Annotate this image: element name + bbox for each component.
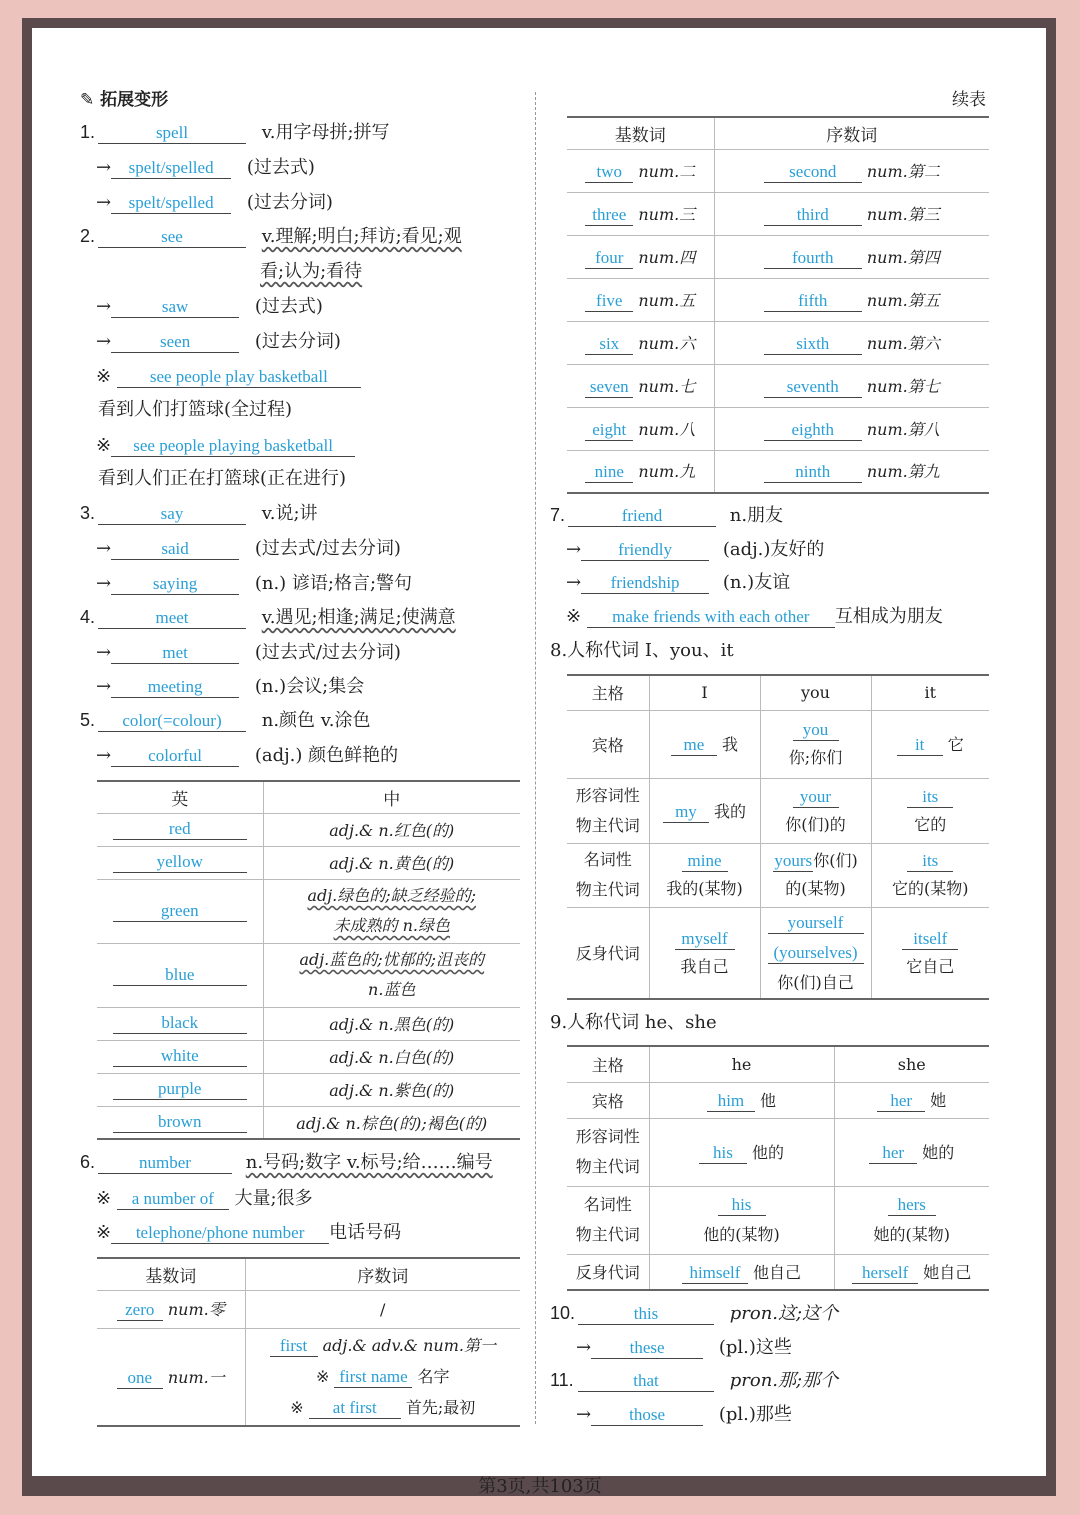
cell: num.第五	[866, 290, 940, 310]
definition: v.遇见;相逢;满足;使满意	[261, 607, 456, 628]
cell: adj.& n.紫色(的)	[263, 1073, 520, 1106]
cell: 它的	[914, 814, 947, 834]
cell: 她的	[922, 1143, 955, 1162]
cell: adj.& n.棕色(的);褐色(的)	[263, 1106, 520, 1139]
answer-blank: sixth	[764, 334, 862, 355]
table-row	[567, 407, 989, 450]
derived-row: → spelt/spelled (过去分词)	[96, 192, 333, 213]
item-number: 7.	[550, 505, 566, 525]
cell: /	[245, 1290, 520, 1328]
definition: n.颜色 v.涂色	[261, 710, 371, 731]
note: (n.)会议;集会	[254, 676, 365, 697]
definition: pron.那;那个	[729, 1370, 839, 1391]
table-row	[567, 321, 989, 364]
answer-blank: see people playing basketball	[111, 436, 355, 457]
row-header: 物主代词	[575, 880, 640, 899]
cell: num.第九	[866, 462, 940, 482]
item-meet	[98, 605, 456, 631]
continued-label: 续表	[952, 90, 986, 110]
answer-blank: five	[585, 291, 633, 312]
row-header: 反身代词	[567, 1254, 649, 1290]
answer-blank: her	[869, 1143, 917, 1164]
answer-blank: colorful	[111, 746, 239, 767]
answer-blank: third	[764, 205, 862, 226]
table-row	[97, 846, 520, 879]
note: (过去式)	[246, 157, 315, 178]
phrase-row: ※ see people playing basketball	[96, 433, 355, 459]
item-spell	[98, 120, 390, 146]
col-header: it	[871, 675, 989, 710]
table-row	[97, 1073, 520, 1106]
answer-blank: this	[578, 1304, 714, 1325]
derived-row: → meeting (n.)会议;集会	[96, 676, 365, 697]
note: (过去式)	[254, 296, 323, 317]
phrase-meaning: 电话号码	[329, 1222, 402, 1243]
phrase-meaning: 看到人们打篮球(全过程)	[98, 399, 293, 420]
col-header: he	[649, 1046, 834, 1082]
cell: 她	[930, 1091, 947, 1110]
phrase-row: ※ telephone/phone number 电话号码	[96, 1222, 402, 1243]
answer-blank: zero	[117, 1300, 163, 1321]
answer-blank: that	[578, 1371, 714, 1392]
answer-blank: his	[718, 1195, 766, 1216]
item-number: 10.	[550, 1303, 576, 1323]
note: (adj.)友好的	[722, 539, 825, 560]
cell: 首先;最初	[405, 1398, 476, 1418]
answer-blank: me	[671, 735, 717, 756]
answer-blank: my	[663, 802, 709, 823]
cell: 她的(某物)	[873, 1225, 950, 1244]
phrase-meaning: 大量;很多	[234, 1188, 313, 1209]
answer-blank: red	[113, 819, 247, 840]
derived-row: → said (过去式/过去分词)	[96, 538, 401, 559]
answer-blank: these	[591, 1338, 703, 1359]
col-header: 序数词	[714, 117, 989, 149]
row-header: 主格	[591, 1055, 624, 1075]
derived-row: → saw (过去式)	[96, 296, 323, 317]
col-header: 英	[171, 789, 189, 810]
answer-blank: seventh	[764, 377, 862, 398]
answer-blank: seven	[585, 377, 633, 398]
row-header: 名词性	[583, 850, 632, 869]
table-row	[97, 1007, 520, 1040]
row-header: 形容词性	[575, 1127, 640, 1146]
cell: num.六	[638, 333, 696, 353]
item-number: 11.	[550, 1370, 574, 1390]
table-row	[567, 1082, 989, 1118]
item-number-word	[98, 1150, 493, 1176]
definition: v.用字母拼;拼写	[261, 122, 390, 143]
cell: num.四	[638, 247, 696, 267]
note: (adj.) 颜色鲜艳的	[254, 745, 399, 766]
table-row	[97, 1106, 520, 1139]
table-row	[567, 778, 989, 843]
col-header: 中	[263, 781, 520, 813]
cell: 你(们)自己	[777, 972, 854, 992]
note: (过去式/过去分词)	[254, 642, 401, 663]
answer-blank: friend	[568, 506, 716, 527]
answer-blank: his	[699, 1143, 747, 1164]
definition-cont: 看;认为;看待	[260, 261, 363, 282]
cell: adj.& adv.& num.第一	[322, 1336, 496, 1356]
table-row	[97, 943, 520, 1007]
item-that	[578, 1368, 838, 1394]
item-number: 3.	[80, 503, 96, 523]
table-row	[567, 907, 989, 999]
answer-blank: number	[98, 1153, 232, 1174]
answer-blank: those	[591, 1405, 703, 1426]
phrase-row: ※ make friends with each other 互相成为朋友	[566, 606, 943, 627]
answer-blank: nine	[585, 462, 633, 483]
cell: adj.& n.黄色(的)	[263, 846, 520, 879]
definition: v.说;讲	[261, 503, 318, 524]
cell: adj.& n.红色(的)	[263, 813, 520, 846]
answer-blank: herself	[852, 1263, 918, 1284]
item-number: 1.	[80, 122, 96, 142]
answer-blank: saying	[111, 574, 239, 595]
answer-blank: her	[877, 1091, 925, 1112]
cell: num.三	[638, 204, 696, 224]
color-table	[97, 780, 520, 1140]
answer-blank: (yourselves)	[768, 943, 864, 964]
answer-blank: friendship	[581, 573, 709, 594]
table-row	[567, 192, 989, 235]
col-header: she	[834, 1046, 989, 1082]
item-number: 6.	[80, 1152, 96, 1172]
table-row	[567, 710, 989, 778]
answer-blank: ninth	[764, 462, 862, 483]
answer-blank: blue	[113, 965, 247, 986]
answer-blank: myself	[675, 929, 735, 950]
col-header: you	[760, 675, 871, 710]
pronoun-table-title: 9.人称代词 he、she	[550, 1012, 717, 1033]
note: (n.) 谚语;格言;警句	[254, 573, 413, 594]
cell: 他	[760, 1091, 777, 1110]
col-header: 基数词	[614, 125, 666, 146]
item-see	[98, 224, 462, 250]
derived-row: → met (过去式/过去分词)	[96, 642, 401, 663]
answer-blank: yellow	[113, 852, 247, 873]
answer-blank: brown	[113, 1112, 247, 1133]
answer-blank: four	[585, 248, 633, 269]
answer-blank: see	[98, 227, 246, 248]
answer-blank: color(=colour)	[98, 711, 246, 732]
cell: 它	[947, 735, 964, 754]
table-row	[567, 1118, 989, 1186]
cell: 我的(某物)	[666, 879, 743, 898]
cell: num.一	[167, 1367, 225, 1387]
table-row	[567, 1186, 989, 1254]
cell: num.零	[167, 1300, 225, 1319]
row-header: 物主代词	[575, 1157, 640, 1176]
pencil-icon: ✎	[80, 90, 95, 110]
cell: num.第二	[866, 161, 940, 181]
answer-blank: black	[113, 1013, 247, 1034]
cell: num.二	[638, 161, 696, 181]
table-row	[567, 278, 989, 321]
derived-row: → colorful (adj.) 颜色鲜艳的	[96, 745, 399, 766]
note: (n.)友谊	[722, 572, 791, 593]
note: (过去分词)	[254, 331, 341, 352]
cell: num.九	[638, 462, 696, 482]
cell: n.蓝色	[368, 980, 416, 999]
answer-blank: first name	[334, 1367, 412, 1388]
cell: 她自己	[923, 1262, 972, 1282]
cell: 未成熟的 n.绿色	[333, 916, 450, 935]
pronoun-table-i-you-it	[567, 674, 989, 1000]
derived-row: → friendly (adj.)友好的	[566, 539, 825, 560]
row-header: 形容词性	[575, 785, 640, 805]
item-number: 5.	[80, 710, 96, 730]
phrase-row: ※ see people play basketball	[96, 364, 361, 390]
col-header: 序数词	[245, 1258, 520, 1290]
table-row: one num.一 first adj.& adv.& num.第一 ※ first name 名字 ※ at first 首先;最初	[97, 1328, 520, 1426]
answer-blank: your	[793, 787, 839, 808]
answer-blank: see people play basketball	[117, 367, 361, 388]
answer-blank: saw	[111, 297, 239, 318]
answer-blank: purple	[113, 1079, 247, 1100]
table-row	[567, 843, 989, 907]
answer-blank: seen	[111, 332, 239, 353]
phrase-meaning: 互相成为朋友	[834, 606, 943, 627]
answer-blank: say	[98, 504, 246, 525]
cell: num.五	[638, 290, 696, 310]
derived-row: → these (pl.)这些	[576, 1337, 792, 1358]
answer-blank: spell	[98, 123, 246, 144]
phrase-meaning: 看到人们正在打篮球(正在进行)	[98, 468, 347, 489]
cell: 我自己	[680, 956, 729, 976]
row-header: 物主代词	[575, 1225, 640, 1244]
table-row	[97, 1040, 520, 1073]
table-row	[567, 1254, 989, 1290]
answer-blank: a number of	[117, 1189, 229, 1210]
cell: adj.& n.黑色(的)	[263, 1007, 520, 1040]
note: (pl.)这些	[718, 1337, 792, 1358]
row-header: 主格	[591, 684, 624, 704]
answer-blank: first	[270, 1336, 318, 1357]
answer-blank: three	[585, 205, 633, 226]
cell: num.八	[638, 419, 696, 439]
answer-blank: himself	[682, 1263, 748, 1284]
cell: 他的	[752, 1143, 785, 1162]
answer-blank: fifth	[764, 291, 862, 312]
cell: adj.绿色的;缺乏经验的;	[307, 886, 477, 905]
cell: 你(们)的	[785, 814, 846, 834]
definition: n.号码;数字 v.标号;给……编号	[245, 1152, 493, 1173]
derived-row: → saying (n.) 谚语;格言;警句	[96, 573, 413, 594]
derived-row: → spelt/spelled (过去式)	[96, 157, 315, 178]
cell: adj.& n.白色(的)	[263, 1040, 520, 1073]
phrase-row: ※ a number of 大量;很多	[96, 1188, 313, 1209]
item-friend	[568, 503, 783, 529]
item-say	[98, 501, 318, 527]
answer-blank: at first	[309, 1398, 401, 1419]
cell: 名字	[417, 1367, 450, 1387]
answer-blank: two	[585, 162, 633, 183]
cell: num.第七	[866, 376, 940, 396]
cell: adj.蓝色的;忧郁的;沮丧的	[299, 950, 485, 969]
note: (过去式/过去分词)	[254, 538, 401, 559]
answer-blank: hers	[888, 1195, 936, 1216]
answer-blank: yours	[774, 851, 813, 870]
answer-blank: itself	[902, 929, 958, 950]
pronoun-table-title: 8.人称代词 I、you、it	[550, 640, 734, 661]
answer-blank: meet	[98, 608, 246, 629]
table-row	[97, 1290, 520, 1328]
answer-blank: you	[793, 720, 839, 741]
cell: 他自己	[753, 1262, 802, 1282]
cell: 他的(某物)	[703, 1225, 780, 1244]
section-header	[80, 87, 168, 113]
page-number: 第3页,共103页	[478, 1476, 602, 1497]
answer-blank: fourth	[764, 248, 862, 269]
answer-blank: meeting	[111, 677, 239, 698]
answer-blank: one	[117, 1368, 163, 1389]
item-color	[98, 708, 371, 734]
definition: n.朋友	[729, 505, 784, 526]
cell: 你;你们	[788, 748, 843, 767]
answer-blank: friendly	[581, 540, 709, 561]
note: (pl.)那些	[718, 1404, 792, 1425]
cell: num.第四	[866, 247, 940, 267]
cell: 我	[722, 735, 739, 754]
answer-blank: mine	[682, 851, 728, 872]
table-row	[567, 235, 989, 278]
table-row	[97, 813, 520, 846]
row-header: 反身代词	[567, 907, 649, 999]
column-divider	[535, 92, 536, 1424]
col-header: 基数词	[145, 1266, 197, 1287]
answer-blank: its	[907, 851, 953, 872]
answer-blank: white	[113, 1046, 247, 1067]
cell: 它的(某物)	[892, 879, 969, 898]
item-number: 4.	[80, 607, 96, 627]
definition: pron.这;这个	[729, 1303, 839, 1324]
note: (过去分词)	[246, 192, 333, 213]
answer-blank: eight	[585, 420, 633, 441]
derived-row: → seen (过去分词)	[96, 331, 341, 352]
item-this	[578, 1301, 838, 1327]
answer-blank: eighth	[764, 420, 862, 441]
answer-blank: make friends with each other	[587, 607, 835, 628]
derived-row: → friendship (n.)友谊	[566, 572, 791, 593]
row-header: 宾格	[567, 710, 649, 778]
definition: v.理解;明白;拜访;看见;观	[261, 226, 462, 247]
section-title: 拓展变形	[100, 90, 169, 110]
cell: num.第六	[866, 333, 940, 353]
pronoun-table-he-she	[567, 1045, 989, 1291]
item-number: 2.	[80, 226, 96, 246]
answer-blank: second	[764, 162, 862, 183]
answer-blank: yourself	[768, 913, 864, 934]
cell: 的(某物)	[785, 879, 846, 898]
cell: num.第三	[866, 204, 940, 224]
derived-row: → those (pl.)那些	[576, 1404, 792, 1425]
answer-blank: it	[897, 735, 943, 756]
cell: num.七	[638, 376, 696, 396]
table-row	[567, 364, 989, 407]
answer-blank: six	[585, 334, 633, 355]
cell: num.第八	[866, 419, 940, 439]
answer-blank: spelt/spelled	[111, 193, 231, 214]
answer-blank: its	[907, 787, 953, 808]
table-row	[567, 149, 989, 192]
row-header: 宾格	[567, 1082, 649, 1118]
answer-blank: said	[111, 539, 239, 560]
answer-blank: him	[707, 1091, 755, 1112]
cell: 你(们)	[813, 851, 858, 870]
table-row	[97, 879, 520, 943]
table-row	[567, 450, 989, 493]
answer-blank: met	[111, 643, 239, 664]
row-header: 物主代词	[575, 815, 640, 835]
number-table-right	[567, 116, 989, 494]
row-header: 名词性	[583, 1195, 632, 1214]
answer-blank: spelt/spelled	[111, 158, 231, 179]
cell: 我的	[714, 801, 747, 821]
cell: 它自己	[906, 956, 955, 976]
answer-blank: telephone/phone number	[111, 1223, 329, 1244]
number-table-left	[97, 1257, 520, 1427]
col-header: I	[649, 675, 760, 710]
answer-blank: green	[113, 901, 247, 922]
